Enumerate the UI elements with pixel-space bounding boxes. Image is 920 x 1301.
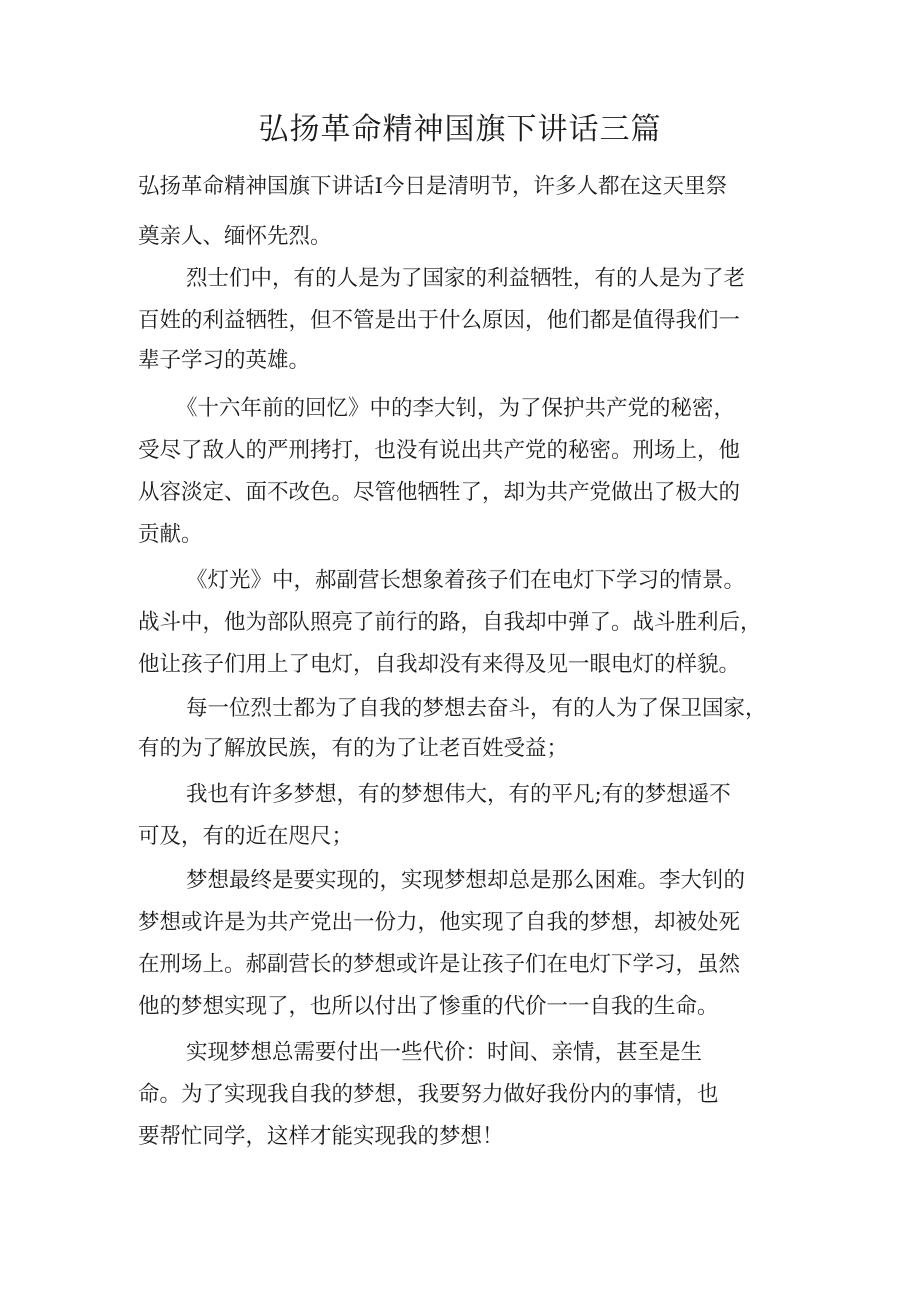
text-line: 烈士们中，有的人是为了国家的利益牺牲，有的人是为了老 — [186, 266, 746, 291]
text-line: 弘扬革命精神国旗下讲话Ⅰ今日是清明节，许多人都在这天里祭 — [138, 174, 727, 199]
text-line: 我也有许多梦想，有的梦想伟大，有的平凡;有的梦想遥不 — [186, 782, 731, 807]
text-line: 受尽了敌人的严刑拷打，也没有说出共产党的秘密。刑场上，他 — [138, 438, 741, 463]
text-line: 《灯光》中，郝副营长想象着孩子们在电灯下学习的情景。 — [186, 568, 746, 593]
text-line: 在刑场上。郝副营长的梦想或许是让孩子们在电灯下学习，虽然 — [138, 952, 741, 977]
text-line: 可及，有的近在咫尺； — [138, 824, 354, 849]
text-line: 《十六年前的回忆》中的李大钊，为了保护共产党的秘密， — [176, 396, 736, 421]
text-line: 要帮忙同学，这样才能实现我的梦想！ — [138, 1124, 504, 1149]
text-line: 从容淡定、面不改色。尽管他牺牲了，却为共产党做出了极大的 — [138, 480, 741, 505]
text-line: 每一位烈士都为了自我的梦想去奋斗，有的人为了保卫国家， — [186, 696, 767, 721]
document-title: 弘扬革命精神国旗下讲话三篇 — [258, 112, 662, 147]
text-line: 他的梦想实现了，也所以付出了惨重的代价一一自我的生命。 — [138, 994, 719, 1019]
text-line: 战斗中，他为部队照亮了前行的路，自我却中弹了。战斗胜利后， — [138, 610, 762, 635]
text-line: 命。为了实现我自我的梦想，我要努力做好我份内的事情，也 — [138, 1082, 719, 1107]
text-line: 梦想或许是为共产党出一份力，他实现了自我的梦想，却被处死 — [138, 910, 741, 935]
text-line: 有的为了解放民族，有的为了让老百姓受益； — [138, 736, 569, 761]
text-line: 他让孩子们用上了电灯，自我却没有来得及见一眼电灯的样貌。 — [138, 652, 741, 677]
text-line: 辈子学习的英雄。 — [138, 348, 311, 373]
text-line: 百姓的利益牺牲，但不管是出于什么原因，他们都是值得我们一 — [138, 308, 741, 333]
text-line: 实现梦想总需要付出一些代价：时间、亲情，甚至是生 — [186, 1040, 703, 1065]
text-line: 贡献。 — [138, 522, 203, 547]
text-line: 奠亲人、缅怀先烈。 — [138, 224, 332, 249]
text-line: 梦想最终是要实现的，实现梦想却总是那么困难。李大钊的 — [186, 868, 746, 893]
